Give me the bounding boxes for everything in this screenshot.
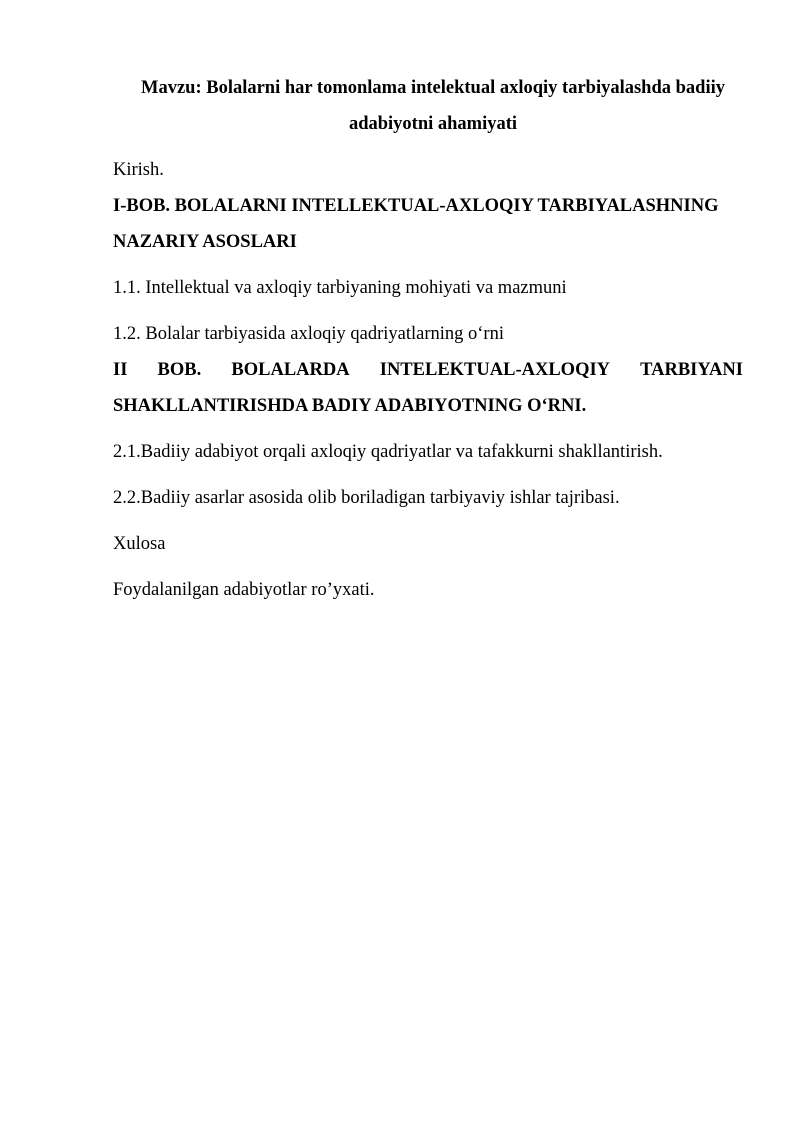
chapter-2-word: II xyxy=(113,360,128,380)
document-title: Mavzu: Bolalarni har tomonlama intelektual axloqiy tarbiyalashda badiiy adabiyotni ahamiyati xyxy=(140,78,725,134)
section-1-2: 1.2. Bolalar tarbiyasida axloqiy qadriyatlarning o‘rni xyxy=(113,324,504,344)
document-content xyxy=(113,70,743,608)
chapter-2-word: TARBIYANI xyxy=(640,360,743,380)
conclusion-line: Xulosa xyxy=(113,534,166,554)
section-2-1: 2.1.Badiiy adabiyot orqali axloqiy qadriyatlar va tafakkurni shakllantirish. xyxy=(113,442,663,462)
chapter-2-word: BOB. xyxy=(157,360,202,380)
chapter-2-heading-line-2: SHAKLLANTIRISHDA BADIY ADABIYOTNING O‘RNI. xyxy=(113,396,587,416)
chapter-2-word: INTELEKTUAL-AXLOQIY xyxy=(379,360,611,380)
intro-line: Kirish. xyxy=(113,160,164,180)
section-2-2: 2.2.Badiiy asarlar asosida olib boriladigan tarbiyaviy ishlar tajribasi. xyxy=(113,488,620,508)
section-1-1: 1.1. Intellektual va axloqiy tarbiyaning mohiyati va mazmuni xyxy=(113,278,567,298)
chapter-1-heading-line-2: NAZARIY ASOSLARI xyxy=(113,232,297,252)
chapter-2-heading-line-1 xyxy=(113,352,743,388)
references-line: Foydalanilgan adabiyotlar ro’yxati. xyxy=(113,580,375,600)
chapter-2-word: BOLALARDA xyxy=(231,360,350,380)
chapter-1-heading-line-1: I-BOB. BOLALARNI INTELLEKTUAL-AXLOQIY TARBIYALASHNING xyxy=(113,196,719,216)
